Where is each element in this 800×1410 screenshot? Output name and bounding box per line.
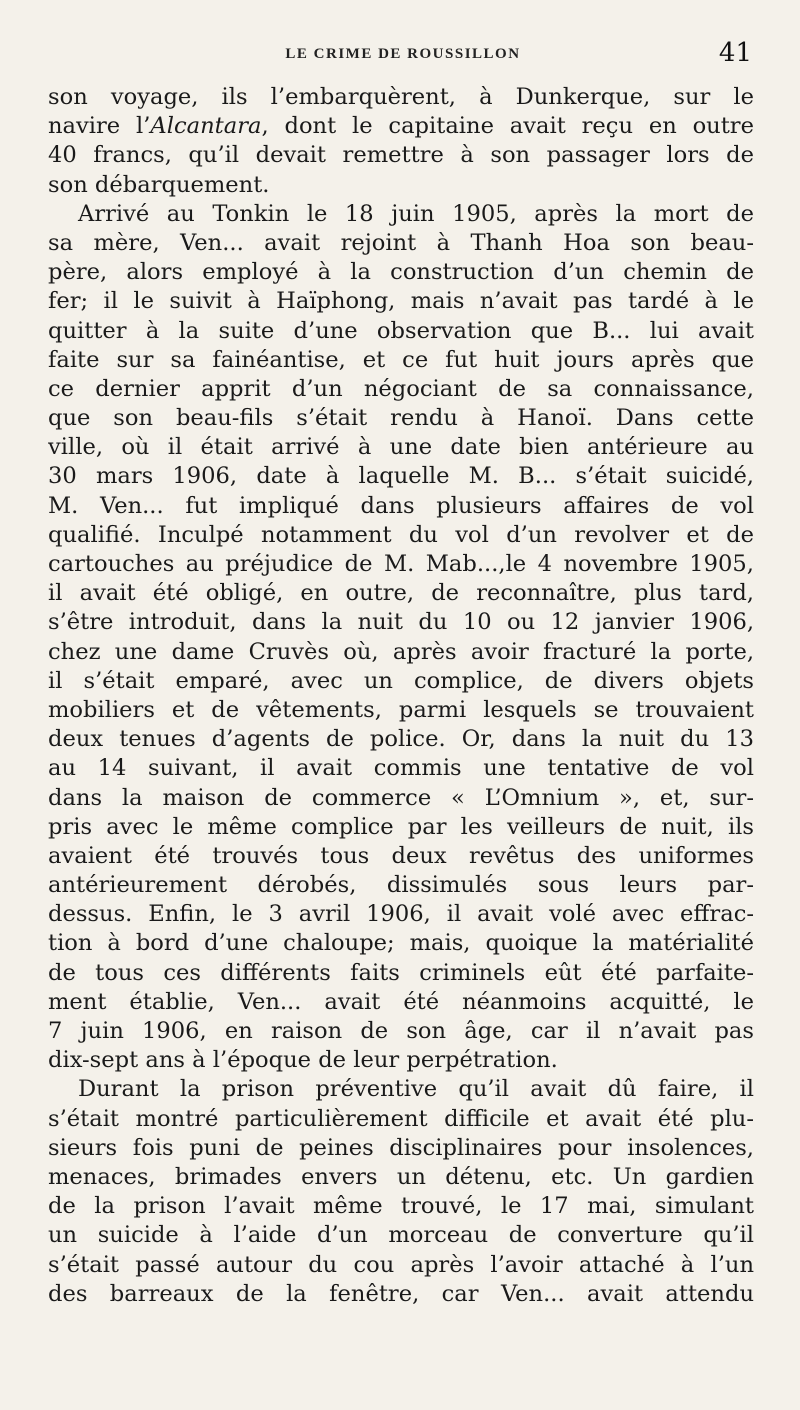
text-line: père, alors employé à la construction d’un chemin de (48, 259, 754, 286)
text-line: s’était passé autour du cou après l’avoir attaché à l’un (48, 1251, 754, 1278)
text-line: un suicide à l’aide d’un morceau de converture qu’il (48, 1222, 754, 1249)
page-number: 41 (718, 38, 752, 68)
text-line: 40 francs, qu’il devait remettre à son passager lors de (48, 142, 754, 169)
text-line: mobiliers et de vêtements, parmi lesquels se trouvaient (48, 696, 754, 723)
text-line: dix-sept ans à l’époque de leur perpétration. (48, 1047, 558, 1074)
text-line (48, 112, 754, 141)
text-line: de la prison l’avait même trouvé, le 17 mai, simulant (48, 1193, 754, 1220)
running-title: LE CRIME DE ROUSSILLON (285, 46, 521, 62)
text-line: qualifié. Inculpé notamment du vol d’un revolver et de (48, 521, 754, 548)
text-line: que son beau-fils s’était rendu à Hanoï. Dans cette (48, 405, 754, 432)
text-line: avaient été trouvés tous deux revêtus des uniformes (48, 842, 754, 869)
text-line: deux tenues d’agents de police. Or, dans la nuit du 13 (48, 726, 754, 753)
text-line: 7 juin 1906, en raison de son âge, car il n’avait pas (48, 1018, 754, 1044)
text-line: dans la maison de commerce « L’Omnium », et, sur- (48, 784, 754, 811)
text-segment: , dont le capitaine avait reçu en outre (261, 113, 754, 140)
text-line: menaces, brimades envers un détenu, etc. Un gardien (48, 1163, 754, 1190)
text-line: son débarquement. (48, 171, 270, 198)
text-line: dessus. Enfin, le 3 avril 1906, il avait volé avec effrac- (48, 901, 754, 928)
text-segment: navire l’ (48, 113, 151, 140)
text-line: faite sur sa fainéantise, et ce fut huit jours après que (48, 346, 754, 373)
text-line: quitter à la suite d’une observation que B... lui avait (48, 317, 754, 344)
running-head (50, 38, 756, 72)
text-line: il avait été obligé, en outre, de reconnaître, plus tard, (48, 580, 754, 607)
text-line: fer; il le suivit à Haïphong, mais n’avait pas tardé à le (48, 288, 754, 315)
text-line: ment établie, Ven... avait été néanmoins acquitté, le (48, 988, 754, 1015)
text-line: chez une dame Cruvès où, après avoir fracturé la porte, (48, 638, 754, 665)
paragraph-first-line: Durant la prison préventive qu’il avait dû faire, il (78, 1076, 754, 1103)
text-line: des barreaux de la fenêtre, car Ven... avait attendu (48, 1280, 754, 1307)
text-line: ce dernier apprit d’un négociant de sa connaissance, (48, 375, 754, 402)
text-line: au 14 suivant, il avait commis une tentative de vol (48, 755, 754, 782)
text-line: sieurs fois puni de peines disciplinaires pour insolences, (48, 1134, 754, 1161)
text-line: 30 mars 1906, date à laquelle M. B... s’était suicidé, (48, 463, 754, 490)
text-line: de tous ces différents faits criminels eût été parfaite- (48, 959, 754, 986)
paragraph-first-line: Arrivé au Tonkin le 18 juin 1905, après la mort de (78, 200, 754, 227)
text-line: sa mère, Ven... avait rejoint à Thanh Hoa son beau- (48, 229, 754, 256)
text-line: s’être introduit, dans la nuit du 10 ou 12 janvier 1906, (48, 609, 754, 636)
text-line: s’était montré particulièrement difficile et avait été plu- (48, 1105, 754, 1132)
text-line: M. Ven... fut impliqué dans plusieurs affaires de vol (48, 492, 754, 519)
text-line: antérieurement dérobés, dissimulés sous leurs par- (48, 872, 754, 899)
text-line: cartouches au préjudice de M. Mab...,le 4 novembre 1905, (48, 551, 754, 577)
text-line: tion à bord d’une chaloupe; mais, quoique la matérialité (48, 930, 754, 957)
text-line: ville, où il était arrivé à une date bien antérieure au (48, 434, 754, 461)
text-line: pris avec le même complice par les veilleurs de nuit, ils (48, 813, 754, 840)
text-line: il s’était emparé, avec un complice, de divers objets (48, 667, 754, 694)
text-line: son voyage, ils l’embarquèrent, à Dunkerque, sur le (48, 84, 754, 110)
ship-name: Alcantara (150, 113, 262, 140)
body-text (48, 83, 754, 1309)
